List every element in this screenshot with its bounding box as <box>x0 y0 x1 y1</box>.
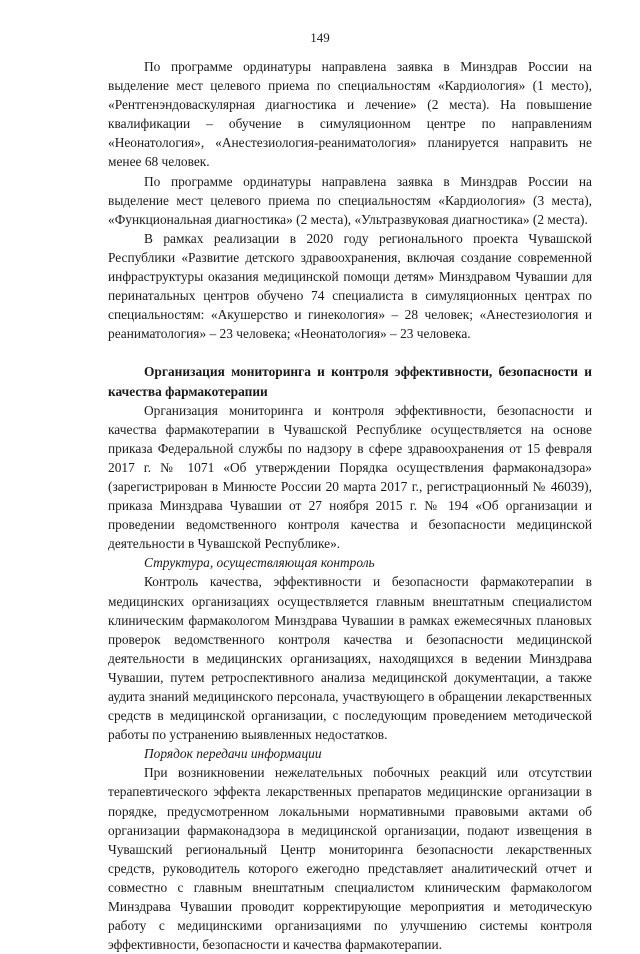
page-number: 149 <box>310 30 330 45</box>
paragraph-residency-request-1: По программе ординатуры направлена заявка в Минздрав России на выделение мест целевого приема по специальностям «Кардиология» (1 место), «Рентгенэндоваскулярная диагностика и лечение» (2 места). На повышение квалификации – обучение в симуляционном центре по направлениям «Неонатология», «Анестезиология-реаниматология» планируется направить не менее 68 человек. <box>108 59 592 170</box>
section-heading: Организация мониторинга и контроля эффективности, безопасности и качества фармакотерапии <box>108 364 592 399</box>
paragraph-information-transfer: При возникновении нежелательных побочных реакций или отсутствии терапевтического эффекта лекарственных препаратов медицинские организации в порядке, предусмотренном локальными нормативными правовыми актами об организации фармаконадзора в медицинской организации, подают извещения в Чувашский региональный Центр мониторинга безопасности лекарственных средств, руководитель которого ежегодно представляет аналитический отчет и совместно с главным внештатным специалистом клиническим фармакологом Минздрава Чувашии проводит корректирующие мероприятия и методическую работу с медицинскими организациями по улучшению системы контроля эффективности, безопасности и качества фармакотерапии. <box>108 765 592 953</box>
subheading-information-transfer: Порядок передачи информации <box>144 746 322 762</box>
page-body <box>108 57 592 954</box>
subheading-control-structure: Структура, осуществляющая контроль <box>144 555 375 571</box>
paragraph-residency-request-2: По программе ординатуры направлена заявка в Минздрав России на выделение мест целевого приема по специальностям «Кардиология» (3 места), «Функциональная диагностика» (2 места), «Ультразвуковая диагностика» (2 места). <box>108 173 592 227</box>
paragraph-regional-project: В рамках реализации в 2020 году регионального проекта Чувашской Республики «Развитие детского здравоохранения, включая создание современной инфраструктуры оказания медицинской помощи детям» Минздравом Чувашии для перинатальных центров обучено 74 специалиста в симуляционных центрах по специальностям: «Акушерство и гинекология» – 28 человек; «Анестезиология и реаниматология» – 23 человека; «Неонатология» – 23 человека. <box>108 230 592 342</box>
paragraph-monitoring-basis: Организация мониторинга и контроля эффективности, безопасности и качества фармакотерапии в Чувашской Республике осуществляется на основе приказа Федеральной службы по надзору в сфере здравоохранения от 15 февраля 2017 г. № 1071 «Об утверждении Порядка осуществления фармаконадзора» (зарегистрирован в Минюсте России 20 марта 2017 г., регистрационный № 46039), приказа Минздрава Чувашии от 27 ноября 2015 г. № 194 «Об организации и проведении ведомственного контроля качества и безопасности медицинской деятельности в Чувашской Республике». <box>108 402 592 552</box>
paragraph-control-structure: Контроль качества, эффективности и безопасности фармакотерапии в медицинских организациях осуществляется главным внештатным специалистом клиническим фармакологом Минздрава Чувашии в рамках ежемесячных плановых проверок ведомственного контроля качества и безопасности медицинской деятельности в медицинских организациях, находящихся в ведении Минздрава Чувашии, путем ретроспективного анализа медицинской документации, а также аудита знаний медицинского персонала, участвующего в обращении лекарственных средств в медицинской организации, с последующим проведением методической работы по устранению выявленных недостатков. <box>108 574 592 743</box>
